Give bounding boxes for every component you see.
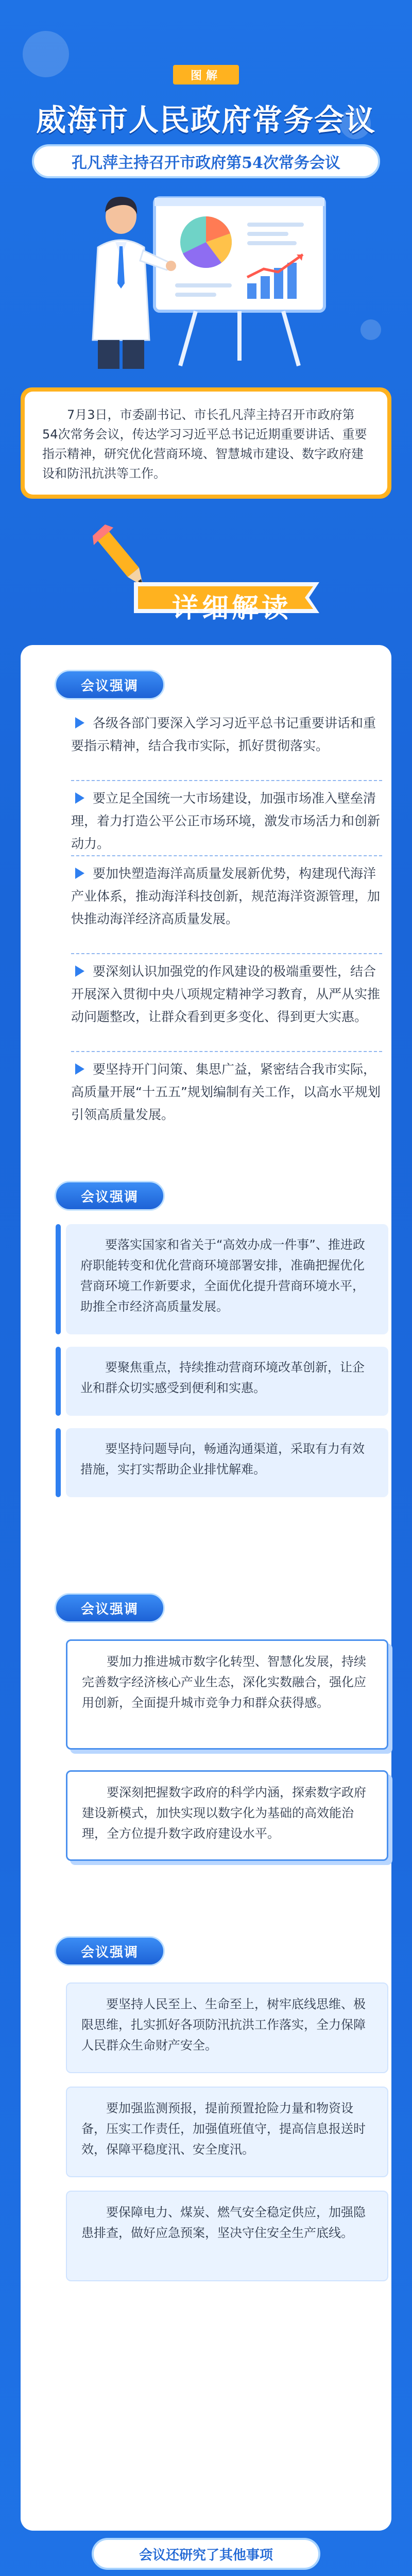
- list-item: 要坚持开门问策、集思广益，紧密结合我市实际，高质量开展“十五五”规划编制有关工作，以高水平规划引领高质量发展。: [71, 1062, 381, 1122]
- presenter-illustration: [72, 185, 350, 371]
- page-subtitle: 孔凡萍主持召开市政府第54次常务会议: [32, 144, 380, 178]
- list-item: 要加快塑造海洋高质量发展新优势，构建现代海洋产业体系，推动海洋科技创新，规范海洋资源管理，加快推动海洋经济高质量发展。: [71, 866, 381, 926]
- section-heading: 会议强调: [55, 1181, 165, 1211]
- accent-bar: [56, 1428, 61, 1497]
- arrow-bullet-icon: [75, 717, 84, 728]
- decor-bubble: [360, 319, 381, 340]
- intro-text: 7月3日，市委副书记、市长孔凡萍主持召开市政府第54次常务会议，传达学习习近平总书记近期重要讲话、重要指示精神，研究优化营商环境、智慧城市建设、数字政府建设和防汛抗洪等工作。: [25, 392, 387, 495]
- paragraph-card: 要坚持人民至上、生命至上，树牢底线思维、极限思维，扎实抓好各项防汛抗洪工作落实，全力保障人民群众生命财产安全。: [66, 1982, 388, 2073]
- section-heading: 会议强调: [55, 670, 165, 700]
- paragraph-card: 要坚持问题导向，畅通沟通渠道，采取有力有效措施，实打实帮助企业排忧解难。: [66, 1428, 388, 1497]
- paragraph-card: 要落实国家和省关于“高效办成一件事”、推进政府职能转变和优化营商环境部署安排，准确把握优化营商环境工作新要求，全面优化提升营商环境水平，助推全市经济高质量发展。: [66, 1224, 388, 1334]
- arrow-bullet-icon: [75, 965, 84, 977]
- footer-banner: 会议还研究了其他事项: [92, 2538, 320, 2570]
- decor-bubble: [23, 31, 69, 77]
- list-item: 要深刻认识加强党的作风建设的极端重要性，结合开展深入贯彻中央八项规定精神学习教育，从严从实推动问题整改，让群众看到更多变化、得到更大实惠。: [71, 964, 381, 1024]
- divider: [71, 855, 382, 856]
- divider: [71, 953, 382, 954]
- content-card: [21, 645, 391, 2531]
- arrow-bullet-icon: [75, 1063, 84, 1075]
- arrow-bullet-icon: [75, 868, 84, 879]
- accent-bar: [56, 1224, 61, 1334]
- accent-bar: [56, 1347, 61, 1416]
- paragraph-card: 要加强监测预报，提前预置抢险力量和物资设备，压实工作责任，加强值班值守，提高信息报送时效，保障平稳度汛、安全度汛。: [66, 2087, 388, 2177]
- list-item: 要立足全国统一大市场建设，加强市场准入壁垒清理，着力打造公平公正市场环境，激发市场活力和创新动力。: [71, 791, 381, 851]
- page-title: 威海市人民政府常务会议: [36, 103, 376, 138]
- section-banner-title: 详细解读: [171, 592, 291, 624]
- paragraph-card: 要深刻把握数字政府的科学内涵，探索数字政府建设新模式，加快实现以数字化为基础的高效能治理，全方位提升数字政府建设水平。: [66, 1770, 388, 1861]
- arrow-bullet-icon: [75, 792, 84, 804]
- divider: [71, 1051, 382, 1052]
- paragraph-card: 要保障电力、煤炭、燃气安全稳定供应，加强隐患排查，做好应急预案，坚决守住安全生产底线。: [66, 2191, 388, 2281]
- paragraph-card: 要加力推进城市数字化转型、智慧化发展，持续完善数字经济核心产业生态，深化实数融合，强化应用创新，全面提升城市竞争力和群众获得感。: [66, 1639, 388, 1750]
- intro-frame: [21, 387, 391, 499]
- paragraph-card: 要聚焦重点，持续推动营商环境改革创新，让企业和群众切实感受到便利和实惠。: [66, 1347, 388, 1416]
- section-heading: 会议强调: [55, 1936, 165, 1966]
- section-heading: 会议强调: [55, 1593, 165, 1623]
- pencil-icon: [93, 524, 143, 586]
- header-tag: 图解: [173, 65, 239, 84]
- divider: [71, 780, 382, 781]
- list-item: 各级各部门要深入学习习近平总书记重要讲话和重要指示精神，结合我市实际，抓好贯彻落实。: [71, 716, 376, 753]
- pie-chart-icon: [180, 216, 232, 268]
